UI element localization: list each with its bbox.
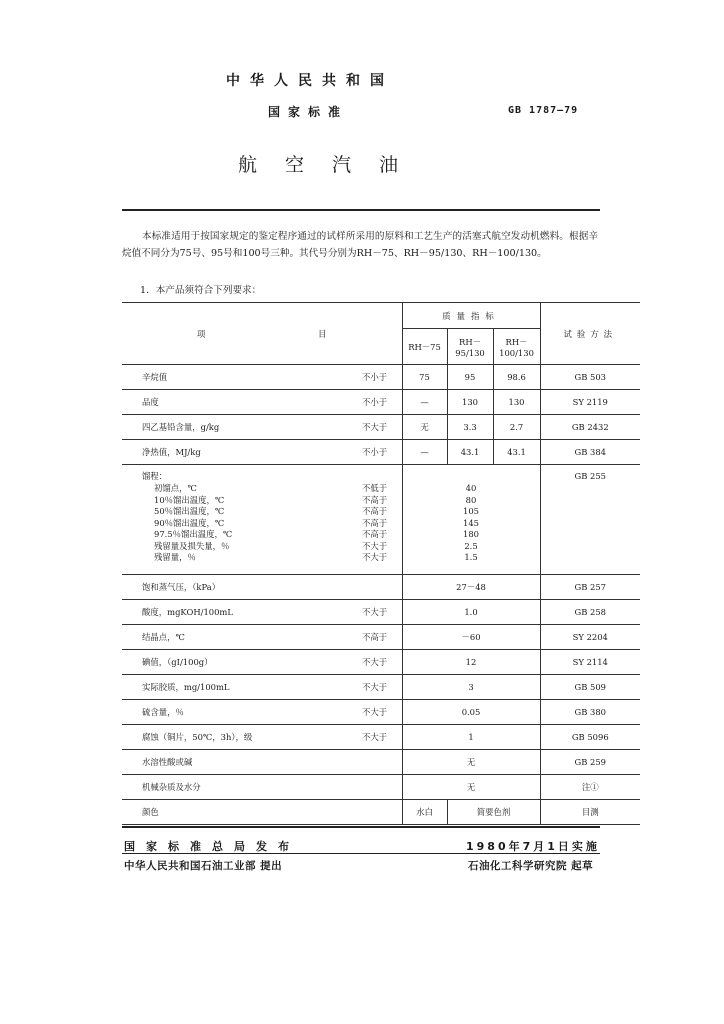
distillation-item-value: 40 xyxy=(465,483,477,493)
table-row xyxy=(122,725,640,750)
row-method: GB 259 xyxy=(540,750,640,775)
row-v3: 2.7 xyxy=(493,415,540,440)
header-method: 试验方法 xyxy=(540,303,640,365)
row-v1: — xyxy=(402,390,447,415)
row-v1: — xyxy=(402,440,447,465)
row-value: 12 xyxy=(402,650,540,675)
distillation-names xyxy=(122,465,362,575)
distillation-conds xyxy=(362,465,402,575)
row-value: 1.0 xyxy=(402,600,540,625)
row-value: 1 xyxy=(402,725,540,750)
row-value: 无 xyxy=(402,775,540,800)
row-name: 辛烷值 xyxy=(122,365,362,390)
row-v3: 43.1 xyxy=(493,440,540,465)
row-method: GB 380 xyxy=(540,700,640,725)
row-name: 酸度，mgKOH/100mL xyxy=(122,600,362,625)
row-name: 硫含量，％ xyxy=(122,700,362,725)
distillation-item-cond: 不高于 xyxy=(362,529,388,539)
distillation-item-cond: 不大于 xyxy=(362,540,388,551)
row-method: SY 2114 xyxy=(540,650,640,675)
table-row xyxy=(122,440,640,465)
distillation-item-name: 90％馏出温度，℃ xyxy=(154,517,225,528)
row-value: 27－48 xyxy=(402,575,540,600)
table-row xyxy=(122,675,640,700)
distillation-item-value: 1.5 xyxy=(464,552,478,562)
distillation-item-name: 97.5％馏出温度，℃ xyxy=(154,529,233,539)
header-item xyxy=(122,303,402,365)
row-method: GB 2432 xyxy=(540,415,640,440)
footer-rule-mid xyxy=(122,853,600,854)
row-v1: 无 xyxy=(402,415,447,440)
row-method: 注① xyxy=(540,775,640,800)
requirement-line: 1．本产品须符合下列要求： xyxy=(140,285,262,296)
distillation-item-cond: 不大于 xyxy=(362,552,388,562)
table-row xyxy=(122,600,640,625)
row-method: GB 257 xyxy=(540,575,640,600)
row-v2: 43.1 xyxy=(447,440,493,465)
distillation-item-value: 105 xyxy=(463,506,480,516)
row-method: 目测 xyxy=(540,800,640,825)
row-cond: 不小于 xyxy=(362,390,402,415)
distillation-item-value: 2.5 xyxy=(464,540,478,551)
row-cond xyxy=(362,750,402,775)
spec-table xyxy=(122,302,640,825)
row-name: 颜色 xyxy=(122,800,362,825)
footer-effective: 1980年7月1日实施 xyxy=(466,840,600,853)
row-cond: 不大于 xyxy=(362,700,402,725)
row-cond: 不大于 xyxy=(362,650,402,675)
distillation-item-cond: 不高于 xyxy=(362,506,388,516)
distillation-item-name: 残留量，％ xyxy=(154,552,196,562)
row-cond: 不大于 xyxy=(362,600,402,625)
distillation-item-value: 145 xyxy=(463,517,480,528)
distillation-item-name: 10％馏出温度，℃ xyxy=(154,494,225,505)
table-row xyxy=(122,650,640,675)
table-row xyxy=(122,390,640,415)
row-cond xyxy=(362,775,402,800)
row-method: GB 503 xyxy=(540,365,640,390)
row-name: 四乙基铅含量，g/kg xyxy=(122,415,362,440)
row-name: 实际胶质，mg/100mL xyxy=(122,675,362,700)
row-name: 饱和蒸气压，（kPa） xyxy=(122,575,362,600)
header-standard-type: 国家标准 xyxy=(268,105,349,119)
distillation-item-cond: 不高于 xyxy=(362,517,388,528)
distillation-item-name: 初馏点，℃ xyxy=(154,483,197,493)
distillation-title: 馏程： xyxy=(142,471,168,481)
row-v2: 130 xyxy=(447,390,493,415)
distillation-item-value: 180 xyxy=(463,529,480,539)
row-cond: 不高于 xyxy=(362,625,402,650)
distillation-row xyxy=(122,465,640,575)
footer-rule-top xyxy=(122,826,600,828)
row-value: －60 xyxy=(402,625,540,650)
table-row xyxy=(122,365,640,390)
header-grade-95: RH－95/130 xyxy=(447,329,493,365)
row-method: GB 258 xyxy=(540,600,640,625)
row-cond: 不大于 xyxy=(362,725,402,750)
row-v1: 水白 xyxy=(402,800,447,825)
table-row-color xyxy=(122,800,640,825)
table-row xyxy=(122,575,640,600)
header-grade-100: RH－100/130 xyxy=(493,329,540,365)
document-title: 航空汽油 xyxy=(238,154,427,176)
standard-number: GB 1787—79 xyxy=(508,105,579,116)
row-cond xyxy=(362,575,402,600)
row-v1: 75 xyxy=(402,365,447,390)
row-v3: 98.6 xyxy=(493,365,540,390)
row-name: 碘值，（gI/100g） xyxy=(122,650,362,675)
distillation-values xyxy=(402,465,540,575)
row-method: SY 2119 xyxy=(540,390,640,415)
row-name: 机械杂质及水分 xyxy=(122,775,362,800)
row-name: 净热值，MJ/kg xyxy=(122,440,362,465)
row-name: 结晶点，℃ xyxy=(122,625,362,650)
row-v2: 3.3 xyxy=(447,415,493,440)
row-name: 腐蚀（铜片，50℃，3h），级 xyxy=(122,725,362,750)
row-v3: 130 xyxy=(493,390,540,415)
row-method: GB 384 xyxy=(540,440,640,465)
row-method: GB 509 xyxy=(540,675,640,700)
footer-drafter: 石油化工科学研究院 起草 xyxy=(468,860,594,872)
header-grade-75: RH－75 xyxy=(402,329,447,365)
row-cond: 不小于 xyxy=(362,365,402,390)
row-method: SY 2204 xyxy=(540,625,640,650)
header-item-text-2: 目 xyxy=(318,328,327,339)
intro-paragraph: 本标准适用于按国家规定的鉴定程序通过的试样所采用的原料和工艺生产的活塞式航空发动机燃料。根据辛烷值不同分为75号、95号和100号三种。其代号分别为RH－75、RH－95/130、RH－100/130。 xyxy=(122,231,598,259)
row-name: 品度 xyxy=(122,390,362,415)
row-value: 3 xyxy=(402,675,540,700)
table-row xyxy=(122,415,640,440)
distillation-item-name: 残留量及损失量，％ xyxy=(154,540,230,551)
row-v23: 简要色剂 xyxy=(447,800,540,825)
table-row xyxy=(122,700,640,725)
header-quality: 质量指标 xyxy=(402,303,540,329)
row-value: 无 xyxy=(402,750,540,775)
row-cond: 不大于 xyxy=(362,675,402,700)
header-country: 中华人民共和国 xyxy=(226,73,394,89)
distillation-item-cond: 不低于 xyxy=(362,483,388,493)
row-name: 水溶性酸或碱 xyxy=(122,750,362,775)
table-row xyxy=(122,625,640,650)
row-value: 0.05 xyxy=(402,700,540,725)
distillation-item-value: 80 xyxy=(465,494,477,505)
row-v2: 95 xyxy=(447,365,493,390)
table-row xyxy=(122,775,640,800)
distillation-item-cond: 不高于 xyxy=(362,494,388,505)
row-cond: 不大于 xyxy=(362,415,402,440)
row-method: GB 5096 xyxy=(540,725,640,750)
top-rule xyxy=(122,209,600,211)
footer-proposer: 中华人民共和国石油工业部 提出 xyxy=(124,860,283,872)
table-row xyxy=(122,750,640,775)
distillation-method: GB 255 xyxy=(540,465,640,575)
row-cond: 不小于 xyxy=(362,440,402,465)
footer-issuer: 国家标准总局发布 xyxy=(124,840,300,853)
header-item-text: 项 xyxy=(197,328,206,339)
distillation-item-name: 50％馏出温度，℃ xyxy=(154,506,225,516)
